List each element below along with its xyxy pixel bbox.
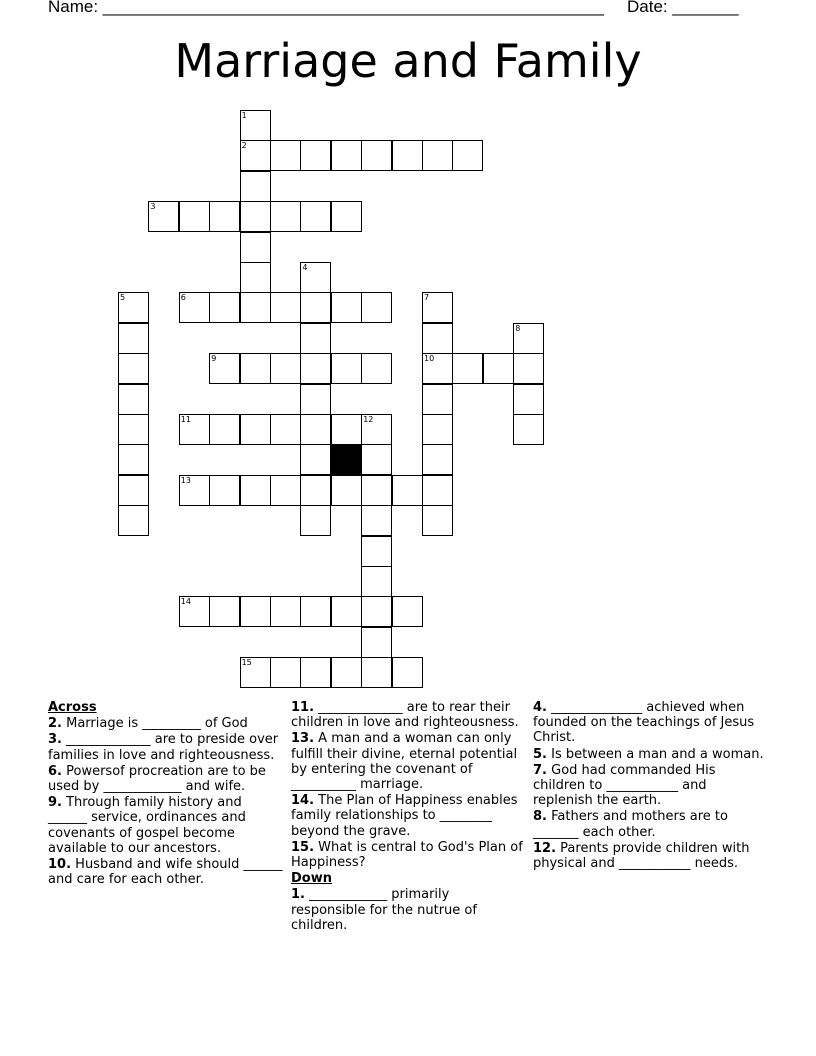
grid-cell[interactable] (270, 475, 301, 506)
clue-number: 1 (241, 111, 247, 120)
grid-cell[interactable] (209, 292, 240, 323)
grid-cell[interactable] (240, 353, 271, 384)
grid-cell[interactable] (392, 140, 423, 171)
clue-number: 8 (515, 323, 521, 333)
grid-cell[interactable] (331, 414, 362, 445)
grid-cell[interactable] (422, 414, 453, 445)
grid-cell[interactable] (361, 414, 392, 445)
clues-column-1 (48, 700, 283, 888)
grid-cell[interactable] (422, 475, 453, 506)
grid-cell-black (331, 444, 362, 475)
grid-cell[interactable] (270, 596, 301, 627)
grid-cell[interactable] (270, 657, 301, 688)
grid-cell[interactable] (240, 292, 271, 323)
grid-cell[interactable] (270, 353, 301, 384)
grid-cell[interactable] (300, 414, 331, 445)
grid-cell[interactable] (422, 353, 453, 384)
clue-number: 12 (363, 415, 374, 424)
clue-across-9: 9. Through family history and ______ service, ordinances and covenants of gospel become available to our ancestors. (48, 795, 246, 856)
clue-number: 15 (241, 658, 252, 668)
grid-cell[interactable] (361, 444, 392, 475)
clue-number: 4 (302, 263, 308, 272)
grid-cell[interactable] (118, 384, 149, 415)
clue-number: 6 (180, 293, 186, 303)
clue-number: 10 (424, 354, 435, 364)
name-blank: _____________________________________________________ (102, 0, 604, 16)
clue-across-14: 14. The Plan of Happiness enables family relationships to ________ beyond the grave. (291, 793, 518, 839)
grid-cell[interactable] (118, 414, 149, 445)
grid-cell[interactable] (452, 140, 483, 171)
grid-cell[interactable] (422, 292, 453, 323)
clue-across-6: 6. Powersof procreation are to be used by ____________ and wife. (48, 763, 266, 795)
grid-cell[interactable] (300, 140, 331, 171)
grid-cell[interactable] (331, 353, 362, 384)
grid-cell[interactable] (331, 657, 362, 688)
grid-cell[interactable] (179, 475, 210, 506)
grid-cell[interactable] (240, 262, 271, 293)
clue-number: 14 (180, 597, 191, 607)
grid-cell[interactable] (118, 444, 149, 475)
clue-down-12: 12. Parents provide children with physical and ___________ needs. (533, 840, 750, 872)
grid-cell[interactable] (240, 414, 271, 445)
grid-cell[interactable] (209, 596, 240, 627)
grid-cell[interactable] (179, 596, 210, 627)
clue-number: 9 (211, 354, 217, 364)
grid-cell[interactable] (300, 323, 331, 354)
grid-cell[interactable] (392, 596, 423, 627)
across-heading: Across (48, 700, 97, 715)
grid-cell[interactable] (300, 201, 331, 232)
grid-cell[interactable] (331, 201, 362, 232)
grid-cell[interactable] (392, 475, 423, 506)
grid-cell[interactable] (331, 596, 362, 627)
clue-across-10: 10. Husband and wife should ______ and care for each other. (48, 857, 283, 888)
grid-cell[interactable] (300, 596, 331, 627)
grid-cell[interactable] (270, 140, 301, 171)
grid-cell[interactable] (361, 292, 392, 323)
grid-cell[interactable] (240, 171, 271, 202)
clue-down-1: 1. ____________ primarily responsible for the nutrue of children. (291, 887, 477, 933)
grid-cell[interactable] (361, 596, 392, 627)
grid-cell[interactable] (240, 140, 271, 171)
grid-cell[interactable] (422, 140, 453, 171)
clue-number: 7 (424, 293, 430, 303)
grid-cell[interactable] (300, 505, 331, 536)
grid-cell[interactable] (240, 657, 271, 688)
grid-cell[interactable] (392, 657, 423, 688)
clue-across-11: 11. _____________ are to rear their children in love and righteousness. (291, 700, 519, 731)
grid-cell[interactable] (513, 384, 544, 415)
grid-cell[interactable] (300, 384, 331, 415)
page-title: Marriage and Family (174, 34, 642, 88)
clue-across-13: 13. A man and a woman can only fulfill their divine, eternal potential by entering the covenant of __________ marriage. (291, 731, 518, 793)
grid-cell[interactable] (361, 627, 392, 658)
clue-number: 2 (241, 141, 247, 151)
grid-cell[interactable] (270, 414, 301, 445)
grid-cell[interactable] (361, 475, 392, 506)
clue-number: 5 (120, 293, 126, 303)
grid-cell[interactable] (513, 323, 544, 354)
clue-down-8: 8. Fathers and mothers are to _______ each other. (533, 809, 728, 840)
clues-column-3 (533, 700, 768, 872)
grid-cell[interactable] (300, 657, 331, 688)
grid-cell[interactable] (240, 596, 271, 627)
grid-cell[interactable] (300, 292, 331, 323)
grid-cell[interactable] (240, 201, 271, 232)
grid-cell[interactable] (240, 232, 271, 263)
grid-cell[interactable] (240, 110, 271, 141)
grid-cell[interactable] (209, 353, 240, 384)
grid-cell[interactable] (179, 292, 210, 323)
grid-cell[interactable] (483, 353, 514, 384)
grid-cell[interactable] (300, 444, 331, 475)
date-blank: _______ (672, 0, 739, 16)
clues-column-2 (291, 700, 526, 934)
grid-cell[interactable] (300, 475, 331, 506)
clue-across-2: 2. Marriage is _________ of God (48, 716, 248, 732)
grid-cell[interactable] (118, 353, 149, 384)
grid-cell[interactable] (300, 262, 331, 293)
grid-cell[interactable] (422, 323, 453, 354)
grid-cell[interactable] (361, 657, 392, 688)
down-heading: Down (291, 871, 332, 887)
clue-number: 3 (150, 202, 156, 212)
grid-cell[interactable] (179, 414, 210, 445)
grid-cell[interactable] (422, 444, 453, 475)
grid-cell[interactable] (361, 353, 392, 384)
grid-cell[interactable] (209, 201, 240, 232)
grid-cell[interactable] (118, 505, 149, 536)
grid-cell[interactable] (422, 384, 453, 415)
name-label: Name: (48, 0, 103, 16)
grid-cell[interactable] (148, 201, 179, 232)
grid-cell[interactable] (240, 475, 271, 506)
grid-cell[interactable] (270, 201, 301, 232)
date-label: Date: (627, 0, 673, 16)
clue-number: 13 (180, 475, 191, 485)
grid-cell[interactable] (118, 292, 149, 323)
grid-cell[interactable] (361, 536, 392, 567)
grid-cell[interactable] (118, 323, 149, 354)
grid-cell[interactable] (513, 353, 544, 384)
grid-cell[interactable] (452, 353, 483, 384)
clue-number: 11 (180, 415, 191, 424)
grid-cell[interactable] (422, 505, 453, 536)
grid-cell[interactable] (179, 201, 210, 232)
grid-cell[interactable] (209, 475, 240, 506)
clue-down-5: 5. Is between a man and a woman. (533, 746, 764, 762)
grid-cell[interactable] (300, 353, 331, 384)
clue-across-3: 3. _____________ are to preside over families in love and righteousness. (48, 732, 279, 763)
grid-cell[interactable] (513, 414, 544, 445)
grid-cell[interactable] (331, 292, 362, 323)
grid-cell[interactable] (331, 475, 362, 506)
grid-cell[interactable] (118, 475, 149, 506)
grid-cell[interactable] (361, 505, 392, 536)
grid-cell[interactable] (270, 292, 301, 323)
clue-down-7: 7. God had commanded His children to ___________ and replenish the earth. (533, 762, 716, 809)
grid-cell[interactable] (209, 414, 240, 445)
clue-across-15: 15. What is central to God's Plan of Happiness? (291, 839, 523, 871)
grid-cell[interactable] (361, 140, 392, 171)
clue-down-4: 4. ______________ achieved when founded on the teachings of Jesus Christ. (533, 700, 755, 746)
grid-cell[interactable] (361, 566, 392, 597)
grid-cell[interactable] (331, 140, 362, 171)
